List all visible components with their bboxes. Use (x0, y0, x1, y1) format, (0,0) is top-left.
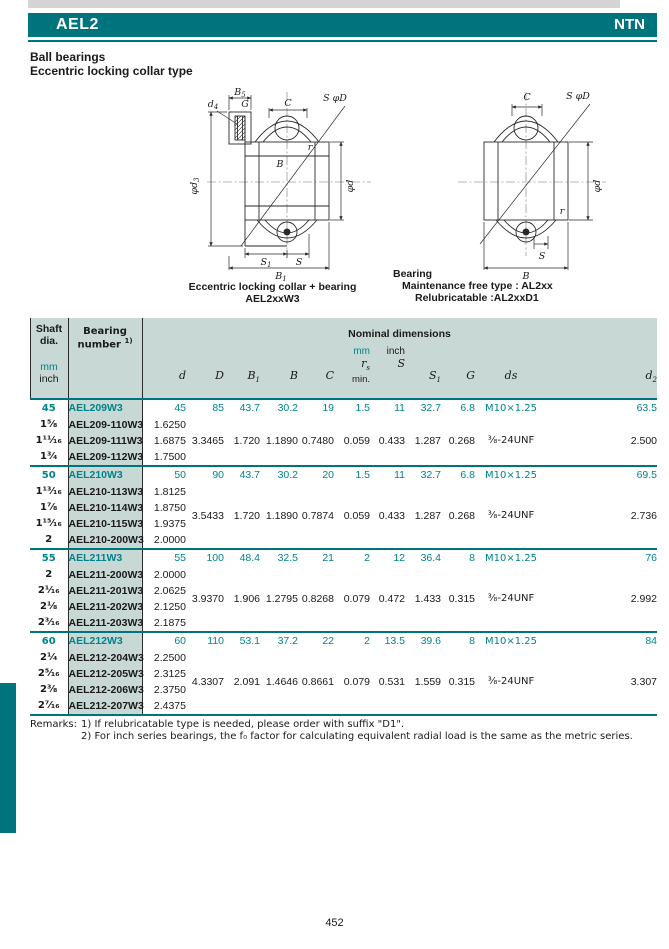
label-c: C (523, 92, 531, 103)
cell-ds: M10×1.25 (475, 632, 547, 650)
cell-S-shared: 0.472 (378, 593, 405, 605)
cell-B1: 53.1 (224, 632, 260, 650)
cell-d2: 76 (547, 549, 657, 567)
cell-G-shared: 0.268 (448, 435, 475, 447)
cell-ds: M10×1.25 (475, 549, 547, 567)
cell-shaft: 45 (30, 399, 68, 417)
cell-r: 2 (334, 632, 370, 650)
set-screw-end (523, 229, 529, 235)
cell-bearing-number: AEL211-201W3 (68, 585, 144, 597)
cell-d2-shared: 2.736 (630, 510, 657, 522)
cell-ds-shared: ³⁄₈-24UNF (487, 435, 535, 446)
section-tab-marker (0, 683, 16, 833)
cell-B-shared: 1.2795 (265, 593, 298, 605)
cell-d: 45 (142, 399, 186, 417)
cell-shaft: 1⁵⁄₈ (30, 417, 68, 433)
cell-d: 2.0000 (153, 534, 186, 546)
cell-r-shared: 0.059 (343, 435, 370, 447)
series-title: AEL2 (56, 16, 99, 33)
cell-d2-shared: 2.992 (630, 593, 657, 605)
cell-G-shared: 0.315 (448, 593, 475, 605)
table-row (30, 399, 657, 417)
dimension-labels (522, 91, 603, 282)
col-d2: $d_2$ (645, 369, 657, 385)
col-d: d (178, 369, 186, 382)
bearing-number-footnote-ref: 1) (124, 337, 133, 345)
table-row (30, 650, 657, 666)
cell-d: 2.1875 (153, 617, 186, 629)
page-number: 452 (325, 917, 344, 929)
cell-d: 60 (142, 632, 186, 650)
cell-d: 1.8125 (153, 486, 186, 498)
cell-S1-shared: 1.287 (414, 435, 441, 447)
cell-S-shared: 0.531 (378, 676, 405, 688)
cell-shaft: 2³⁄₁₆ (30, 615, 68, 632)
table-row (30, 417, 657, 433)
label-phi-d: φd (592, 179, 603, 193)
cell-r: 1.5 (334, 466, 370, 484)
cell-bearing-number: AEL210W3 (68, 466, 142, 484)
cell-d: 1.8750 (153, 502, 186, 514)
cell-G: 6.8 (441, 399, 475, 417)
r-min-suffix: min. (352, 374, 370, 386)
cell-bearing-number: AEL209-111W3 (68, 435, 143, 447)
cell-d: 2.1250 (153, 601, 186, 613)
col-C: C (325, 369, 334, 382)
cell-B: 37.2 (260, 632, 298, 650)
cell-C-shared: 0.8268 (301, 593, 334, 605)
cell-G: 6.8 (441, 466, 475, 484)
col-B: B (289, 369, 298, 382)
label-b1: $B_1$ (275, 271, 287, 282)
cell-ds: M10×1.25 (475, 466, 547, 484)
cell-shaft: 2⁷⁄₁₆ (30, 698, 68, 715)
cell-B-shared: 1.4646 (265, 676, 298, 688)
col-ds: ds (504, 369, 518, 382)
table-row (30, 567, 657, 583)
left-diagram-caption (175, 281, 370, 305)
cell-shaft: 2¹⁄₈ (30, 599, 68, 615)
table-row (30, 549, 657, 567)
cell-S: 12 (370, 549, 405, 567)
cell-d: 50 (142, 466, 186, 484)
cell-d: 1.6875 (153, 435, 186, 447)
cell-D-shared: 3.5433 (191, 510, 224, 522)
label-s1: $S_1$ (260, 257, 272, 269)
cell-C: 20 (298, 466, 334, 484)
cell-bearing-number: AEL211W3 (68, 549, 142, 567)
cell-B-shared: 1.1890 (265, 435, 298, 447)
dimension-labels (189, 87, 356, 282)
cell-d: 2.4375 (153, 700, 186, 712)
cell-bearing-number: AEL209W3 (68, 399, 142, 417)
cell-d2: 84 (547, 632, 657, 650)
col-S1: $S_1$ (428, 369, 441, 385)
cell-r-shared: 0.059 (343, 510, 370, 522)
label-g: G (241, 99, 249, 110)
right-caption-line3: Relubricatable :AL2xxD1 (415, 292, 539, 304)
cell-G-shared: 0.315 (448, 676, 475, 688)
collar-set-screw (235, 116, 245, 140)
cell-B1-shared: 1.906 (233, 593, 260, 605)
label-r: r (307, 142, 313, 153)
cell-d: 2.2500 (153, 652, 186, 664)
cell-ds-shared: ³⁄₈-24UNF (487, 593, 535, 604)
dimension-lines (480, 104, 593, 270)
left-diagram-collar-bearing (183, 86, 398, 282)
remarks-lines (81, 719, 633, 743)
spec-table (30, 398, 657, 716)
cell-bearing-number: AEL210-200W3 (68, 532, 142, 549)
cell-bearing-number: AEL210-113W3 (68, 486, 144, 498)
label-s: S (295, 257, 303, 268)
cell-S1: 39.6 (405, 632, 441, 650)
cell-d2-shared: 3.307 (630, 676, 657, 688)
remark-1: 1) If relubricatable type is needed, please order with suffix "D1". (81, 719, 405, 730)
cell-D-shared: 3.9370 (191, 593, 224, 605)
cell-C-shared: 0.7874 (301, 510, 334, 522)
cell-B1: 43.7 (224, 399, 260, 417)
cell-bearing-number: AEL210-115W3 (68, 518, 144, 530)
cell-r-shared: 0.079 (343, 676, 370, 688)
cell-shaft: 2 (30, 567, 68, 583)
label-b5: $B_5$ (234, 87, 246, 99)
cell-S: 11 (370, 466, 405, 484)
right-diagram-bearing (438, 86, 623, 282)
cell-r-shared: 0.079 (343, 593, 370, 605)
shaft-units (30, 361, 68, 385)
header-rule (28, 40, 657, 42)
cell-shaft: 55 (30, 549, 68, 567)
cell-B: 32.5 (260, 549, 298, 567)
nominal-dimensions-header: Nominal dimensions (348, 328, 451, 340)
label-d4: $d_4$ (207, 99, 219, 111)
cell-d: 1.6250 (153, 419, 186, 431)
label-s-phi-d: S φD (566, 91, 590, 102)
cell-D: 85 (186, 399, 224, 417)
cell-r: 1.5 (334, 399, 370, 417)
table-row (30, 466, 657, 484)
cell-d: 1.7500 (153, 451, 186, 463)
cell-bearing-number: AEL209-110W3 (68, 419, 144, 431)
cell-S1-shared: 1.559 (414, 676, 441, 688)
label-phi-d: φd (345, 179, 356, 193)
unit-mm: mm (353, 346, 370, 357)
page-subtitle-1: Ball bearings (30, 50, 106, 64)
left-caption-line1: Eccentric locking collar + bearing (188, 281, 357, 293)
cell-B1-shared: 2.091 (233, 676, 260, 688)
col-B1: $B_1$ (247, 369, 260, 385)
cell-S: 13.5 (370, 632, 405, 650)
cell-S1: 32.7 (405, 399, 441, 417)
cell-B-shared: 1.1890 (265, 510, 298, 522)
cell-bearing-number: AEL212-205W3 (68, 668, 144, 680)
cell-B1-shared: 1.720 (233, 510, 260, 522)
cell-shaft: 1¹³⁄₁₆ (30, 484, 68, 500)
cell-bearing-number: AEL212-207W3 (68, 698, 142, 715)
cell-G: 8 (441, 632, 475, 650)
series-header-band (28, 13, 657, 37)
label-s: S (538, 251, 546, 262)
right-caption-line2: Maintenance free type : AL2xx (402, 280, 553, 292)
label-b: B (522, 271, 530, 282)
cell-d2: 69.5 (547, 466, 657, 484)
cell-d2-shared: 2.500 (630, 435, 657, 447)
cell-B1: 48.4 (224, 549, 260, 567)
right-caption-line1: Bearing (393, 268, 433, 280)
cell-ds-shared: ³⁄₈-24UNF (487, 676, 535, 687)
cell-S1: 32.7 (405, 466, 441, 484)
bearing-number-header: Bearing number $^{1)}$ (77, 326, 133, 351)
cell-bearing-number: AEL211-203W3 (68, 615, 142, 632)
cell-S-shared: 0.433 (378, 435, 405, 447)
right-diagram-caption (393, 268, 553, 304)
unit-inch: inch (386, 346, 405, 357)
cell-C-shared: 0.8661 (301, 676, 334, 688)
cell-shaft: 60 (30, 632, 68, 650)
page-subtitle-2: Eccentric locking collar type (30, 64, 193, 78)
table-row (30, 632, 657, 650)
label-phi-d3: $\varphi d_3$ (189, 177, 201, 195)
cell-D: 100 (186, 549, 224, 567)
brand-logo: NTN (614, 16, 645, 33)
shaft-dia-header: Shaft dia. (35, 323, 63, 347)
cell-bearing-number: AEL209-112W3 (68, 449, 142, 466)
shaft-unit-mm: mm (40, 361, 58, 373)
cell-C: 21 (298, 549, 334, 567)
cell-d: 2.0000 (153, 569, 186, 581)
set-screw-end (284, 229, 290, 235)
cell-d: 1.9375 (153, 518, 186, 530)
cell-shaft: 1¹⁵⁄₁₆ (30, 516, 68, 532)
col-G: G (466, 369, 475, 382)
centerlines (458, 92, 606, 256)
cell-shaft: 1¹¹⁄₁₆ (30, 433, 68, 449)
cell-C: 22 (298, 632, 334, 650)
cell-D-shared: 3.3465 (191, 435, 224, 447)
cell-B: 30.2 (260, 466, 298, 484)
cell-shaft: 2⁵⁄₁₆ (30, 666, 68, 682)
cell-S1-shared: 1.433 (414, 593, 441, 605)
cell-D: 90 (186, 466, 224, 484)
cell-shaft: 1⁷⁄₈ (30, 500, 68, 516)
cell-d: 55 (142, 549, 186, 567)
label-r: r (559, 206, 565, 217)
shaft-unit-inch: inch (39, 373, 59, 385)
left-caption-line2: AEL2xxW3 (245, 293, 300, 305)
col-D: D (215, 369, 224, 382)
cell-C: 19 (298, 399, 334, 417)
remarks-label: Remarks: (30, 719, 78, 730)
cell-S: 11 (370, 399, 405, 417)
cell-G: 8 (441, 549, 475, 567)
label-b: B (276, 159, 284, 170)
cell-S-shared: 0.433 (378, 510, 405, 522)
cell-shaft: 2³⁄₈ (30, 682, 68, 698)
cell-ds: M10×1.25 (475, 399, 547, 417)
cell-bearing-number: AEL212-204W3 (68, 652, 144, 664)
cell-bearing-number: AEL211-202W3 (68, 601, 144, 613)
cell-shaft: 50 (30, 466, 68, 484)
remark-2: 2) For inch series bearings, the f₀ factor for calculating equivalent radial load is the same as the metric series. (81, 731, 633, 742)
cell-S1-shared: 1.287 (414, 510, 441, 522)
cell-d: 2.0625 (153, 585, 186, 597)
cell-d: 2.3750 (153, 684, 186, 696)
cell-d2: 63.5 (547, 399, 657, 417)
cell-shaft: 1³⁄₄ (30, 449, 68, 466)
cell-d: 2.3125 (153, 668, 186, 680)
cell-D-shared: 4.3307 (191, 676, 224, 688)
cell-bearing-number: AEL211-200W3 (68, 569, 144, 581)
cell-shaft: 2¹⁄₁₆ (30, 583, 68, 599)
cell-r: 2 (334, 549, 370, 567)
cell-B1-shared: 1.720 (233, 435, 260, 447)
cell-D: 110 (186, 632, 224, 650)
cell-shaft: 2 (30, 532, 68, 549)
table-row (30, 484, 657, 500)
col-r-min: mm $r_s$ min. (334, 346, 376, 386)
label-s-phi-d: S φD (323, 93, 347, 104)
cell-bearing-number: AEL212W3 (68, 632, 142, 650)
cell-bearing-number: AEL210-114W3 (68, 502, 144, 514)
top-gray-strip (28, 0, 620, 8)
cell-S1: 36.4 (405, 549, 441, 567)
cell-bearing-number: AEL212-206W3 (68, 684, 144, 696)
cell-C-shared: 0.7480 (301, 435, 334, 447)
remarks (30, 719, 633, 743)
col-S: inch S (370, 346, 413, 382)
bearing-cross-section (229, 112, 329, 246)
cell-B: 30.2 (260, 399, 298, 417)
cell-ds-shared: ³⁄₈-24UNF (487, 510, 535, 521)
cell-B1: 43.7 (224, 466, 260, 484)
cell-G-shared: 0.268 (448, 510, 475, 522)
cell-shaft: 2¹⁄₄ (30, 650, 68, 666)
table-header (30, 318, 657, 398)
label-c: C (284, 98, 292, 109)
